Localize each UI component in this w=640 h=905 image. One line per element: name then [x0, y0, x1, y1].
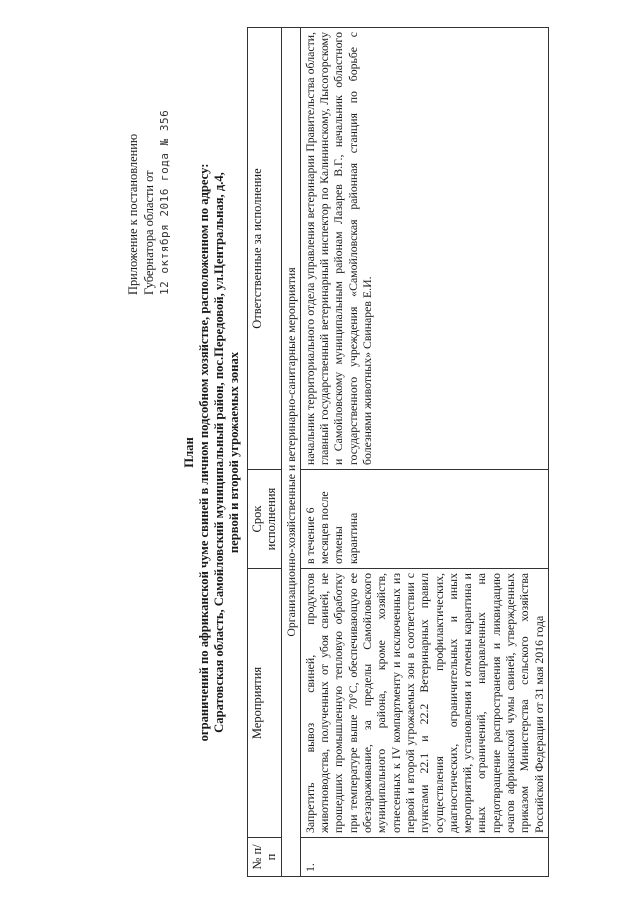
section-heading: Организационно-хозяйственные и ветеринарно-санитарные мероприятия: [281, 28, 300, 877]
header-number: № п/п: [248, 838, 282, 877]
plan-title: [182, 0, 242, 905]
appendix-line-2: Губернатора области от: [142, 170, 156, 295]
row-number: 1.: [300, 838, 548, 877]
header-term: Срок исполнения: [248, 470, 282, 569]
table-header-row: [248, 28, 282, 877]
header-measures: Мероприятия: [248, 569, 282, 838]
row-measure: Запретить вывоз свиней, продуктов животноводства, полученных от убоя свиней, не прошедших промышленную тепловую обработку при температуре выше 70°С, обеспечивающую ее обеззараживание, за пределы Самойловского муниципального района, кроме хозяйств, отнесенных к IV компартменту и исключенных из первой и второй угрожаемых зон в соответствии с пунктами 22.1 и 22.2 Ветеринарных правил осуществления профилактических, диагностических, ограничительных и иных мероприятий, установления и отмены карантина и иных ограничений, направленных на предотвращение распространения и ликвидацию очагов африканской чумы свиней, утвержденных приказом Министерства сельского хозяйства Российской Федерации от 31 мая 2016 года: [300, 569, 548, 838]
appendix-line-3: 12 октября 2016 года № 356: [158, 109, 171, 295]
plan-table: [247, 27, 549, 877]
section-row: [281, 28, 300, 877]
title-line-2: ограничений по африканской чуме свиней в личном подсобном хозяйстве, расположенном по адресу:: [197, 163, 211, 742]
row-responsible: начальник территориального отдела управления ветеринарии Правительства области, главный государственный ветеринарный инспектор по Калининскому, Лысогорскому и Самойловскому муниципальным районам Лазарев В.Г., начальник областного государственного учреждения «Самойловская районная станция по борьбе с болезнями животных» Свинарев Е.И.: [300, 28, 548, 470]
row-term: в течение 6 месяцев после отмены карантина: [300, 470, 548, 569]
header-responsible: Ответственные за исполнение: [248, 28, 282, 470]
title-line-3: Саратовская область, Самойловский муниципальный район, пос.Передовой, ул.Центральная, д.4,: [212, 172, 226, 733]
table-row: [300, 28, 548, 877]
title-line-1: План: [182, 437, 196, 468]
title-line-4: первой и второй угрожаемых зонах: [227, 351, 241, 554]
appendix-line-1: Приложение к постановлению: [126, 133, 140, 295]
appendix-note: [125, 45, 173, 295]
